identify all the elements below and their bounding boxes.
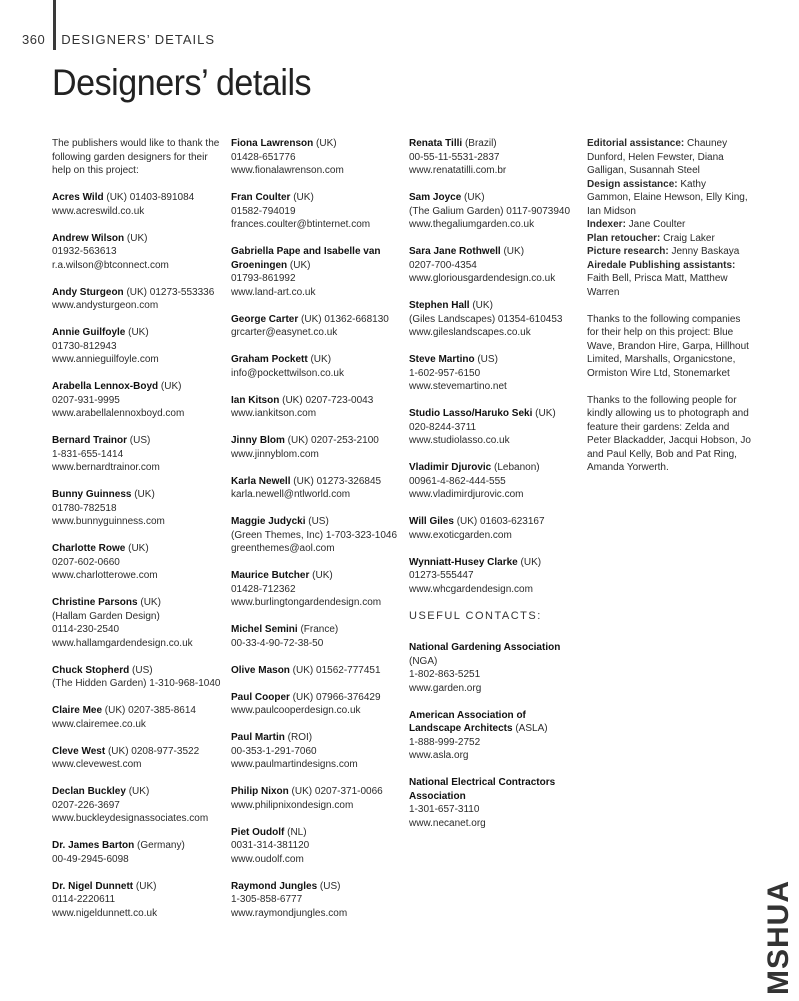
entry-detail: karla.newell@ntlworld.com — [231, 489, 351, 500]
entry-detail: 0207-700-4354 — [409, 259, 477, 271]
entry-detail: 0031-314-381120 — [231, 840, 310, 851]
entry-name: Claire Mee — [52, 705, 103, 716]
entry-detail: 00961-4-862-444-555 — [409, 475, 506, 487]
entry-detail: greenthemes@aol.com — [231, 543, 335, 554]
entry-name: Cleve West — [52, 745, 106, 757]
designer-entry — [231, 475, 401, 502]
entry-name: American Association of Landscape Architects — [409, 709, 526, 734]
designer-list-3 — [409, 137, 579, 596]
entry-name: Maggie Judycki — [231, 516, 306, 527]
entry-name: Bernard Trainor — [52, 435, 128, 446]
entry-meta: (UK) — [290, 192, 314, 203]
entry-meta: (Germany) — [134, 840, 185, 851]
credit-line — [587, 137, 752, 178]
entry-detail: 1-831-655-1414 — [52, 448, 124, 460]
entry-detail: (Giles Landscapes) 01354-610453 — [409, 313, 563, 325]
designer-entry — [52, 434, 222, 475]
column-2 — [231, 137, 401, 934]
entry-meta: (UK) 0207-371-0066 — [288, 786, 383, 797]
entry-detail: 0207-226-3697 — [52, 799, 120, 811]
entry-detail: 01582-794019 — [231, 205, 296, 217]
entry-detail: 0114-2220611 — [52, 894, 116, 905]
credit-label: Design assistance: — [587, 178, 678, 190]
designer-entry — [231, 515, 401, 556]
entry-detail: www.clevewest.com — [52, 759, 142, 770]
entry-name: Renata Tilli — [409, 138, 463, 149]
designer-entry — [409, 515, 579, 542]
entry-detail: (Hallam Garden Design) — [52, 610, 160, 622]
credit-label: Plan retoucher: — [587, 232, 661, 244]
credit-line — [587, 218, 752, 232]
entry-meta: (UK) 01273-553336 — [123, 286, 215, 298]
entry-detail: www.annieguilfoyle.com — [52, 354, 159, 365]
entry-detail: grcarter@easynet.co.uk — [231, 327, 338, 338]
entry-detail: www.paulcooperdesign.co.uk — [231, 705, 361, 716]
entry-name: Christine Parsons — [52, 597, 138, 608]
entry-detail: 0207-602-0660 — [52, 556, 120, 568]
entry-name: Annie Guilfoyle — [52, 327, 126, 338]
entry-meta: (UK) 01273-326845 — [290, 475, 382, 487]
entry-detail: 01730-812943 — [52, 340, 117, 352]
entry-detail: www.andysturgeon.com — [52, 300, 159, 311]
entry-meta: (Brazil) — [462, 138, 497, 149]
entry-name: Andrew Wilson — [52, 232, 125, 244]
entry-meta: (US) — [129, 664, 153, 676]
entry-name: Olive Mason — [231, 664, 290, 676]
designer-entry — [231, 245, 401, 299]
entry-detail: www.fionalawrenson.com — [231, 165, 344, 176]
entry-detail: 00-353-1-291-7060 — [231, 745, 317, 757]
entry-detail: www.paulmartindesigns.com — [231, 759, 358, 770]
designer-entry — [231, 191, 401, 232]
column-4 — [587, 137, 752, 488]
designer-entry — [52, 191, 222, 218]
entry-meta: (US) — [305, 516, 329, 527]
entry-meta: (UK) 0207-385-8614 — [102, 705, 196, 716]
designer-entry — [231, 691, 401, 718]
entry-name: Chuck Stopherd — [52, 664, 130, 676]
entry-meta: (UK) — [461, 192, 485, 203]
entry-meta: (UK) — [124, 232, 148, 244]
entry-name: Stephen Hall — [409, 300, 470, 311]
column-1 — [52, 137, 222, 934]
entry-detail: www.renatatilli.com.br — [409, 165, 507, 176]
entry-detail: 1-888-999-2752 — [409, 736, 481, 748]
designer-entry — [409, 245, 579, 286]
entry-name: Dr. Nigel Dunnett — [52, 880, 134, 892]
entry-detail: 0114-230-2540 — [52, 624, 120, 635]
entry-detail: 01793-861992 — [231, 273, 296, 284]
credits-block — [587, 137, 752, 299]
entry-detail: www.garden.org — [409, 682, 482, 694]
entry-detail: 01273-555447 — [409, 570, 474, 581]
designer-entry — [231, 569, 401, 610]
entry-detail: r.a.wilson@btconnect.com — [52, 259, 169, 271]
entry-name: Dr. James Barton — [52, 840, 135, 851]
entry-detail: 1-305-858-6777 — [231, 894, 303, 905]
column-3 — [409, 137, 579, 844]
entry-name: Gabriella Pape and Isabelle van Groeningen — [231, 246, 381, 271]
designer-entry — [231, 664, 401, 678]
entry-meta: (UK) 01362-668130 — [298, 313, 389, 325]
entry-meta: (US) — [317, 880, 341, 892]
entry-name: Graham Pockett — [231, 354, 308, 365]
thanks-people: Thanks to the following people for kindly allowing us to photograph and feature their gardens: Zelda and Peter Blackadder, Jacqui Hobson, Jo and Paul Kelly, Bob and Pat Ring, Amanda Yorwerth. — [587, 394, 751, 473]
entry-name: Sara Jane Rothwell — [409, 246, 501, 257]
entry-meta: (UK) — [287, 259, 311, 271]
designer-entry — [231, 623, 401, 650]
designer-entry — [409, 709, 579, 763]
designer-entry — [52, 880, 222, 921]
entry-meta: (France) — [297, 624, 339, 635]
entry-name: Philip Nixon — [231, 786, 289, 797]
entry-detail: 00-49-2945-6098 — [52, 853, 129, 865]
entry-detail: www.clairemee.co.uk — [52, 718, 146, 730]
entry-meta: (UK) — [500, 246, 525, 257]
entry-name: Charlotte Rowe — [52, 543, 126, 554]
entry-name: Steve Martino — [409, 354, 475, 365]
entry-name: Raymond Jungles — [231, 880, 318, 892]
entry-detail: www.bernardtrainor.com — [52, 462, 160, 473]
entry-detail: www.exoticgarden.com — [409, 529, 512, 541]
entry-detail: www.charlotterowe.com — [52, 570, 158, 581]
designer-entry — [52, 745, 222, 772]
entry-detail: www.nigeldunnett.co.uk — [52, 907, 158, 919]
entry-name: Declan Buckley — [52, 786, 126, 797]
entry-meta: (UK) — [131, 489, 155, 500]
designer-entry — [409, 353, 579, 394]
designer-entry — [409, 191, 579, 232]
credit-label: Airedale Publishing assistants: — [587, 259, 736, 271]
entry-meta: (US) — [127, 435, 151, 446]
designer-entry — [231, 826, 401, 867]
entry-name: Vladimir Djurovic — [409, 462, 492, 473]
entry-detail: 020-8244-3711 — [409, 421, 477, 433]
designer-entry — [231, 353, 401, 380]
credit-line — [587, 178, 752, 219]
designer-entry — [52, 704, 222, 731]
entry-name: Paul Cooper — [231, 691, 290, 703]
designer-entry — [231, 731, 401, 772]
designer-entry — [231, 880, 401, 921]
entry-detail: frances.coulter@btinternet.com — [231, 219, 371, 230]
entry-detail: www.land-art.co.uk — [231, 286, 316, 298]
designer-entry — [409, 556, 579, 597]
entry-detail: www.necanet.org — [409, 817, 486, 829]
designer-entry — [52, 286, 222, 313]
entry-name: Ian Kitson — [231, 394, 280, 406]
entry-detail: www.asla.org — [409, 750, 469, 761]
entry-detail: 1-802-863-5251 — [409, 669, 481, 680]
designer-entry — [409, 407, 579, 448]
credit-value: Kathy Gammon, Elaine Hewson, Elly King, Ian Midson — [587, 178, 748, 217]
entry-meta: (NL) — [284, 826, 307, 838]
entry-detail: www.acreswild.co.uk — [52, 205, 145, 217]
entry-meta: (UK) — [125, 543, 149, 554]
entry-meta: (UK) — [313, 138, 337, 149]
designer-entry — [52, 232, 222, 273]
designer-entry — [231, 434, 401, 461]
entry-meta: (NGA) — [409, 655, 438, 667]
watermark-stamp: MSHUA — [762, 880, 795, 995]
entry-detail: www.buckleydesignassociates.com — [52, 813, 209, 824]
entry-detail: www.oudolf.com — [231, 853, 304, 865]
entry-detail: info@pockettwilson.co.uk — [231, 367, 344, 379]
entry-name: George Carter — [231, 313, 299, 325]
designer-entry — [52, 542, 222, 583]
entry-detail: www.burlingtongardendesign.com — [231, 597, 382, 608]
credit-line — [587, 245, 752, 259]
designer-entry — [409, 641, 579, 695]
entry-name: Piet Oudolf — [231, 826, 285, 838]
entry-detail: (The Galium Garden) 0117-9073940 — [409, 205, 571, 217]
entry-meta: (UK) 0208-977-3522 — [105, 745, 200, 757]
entry-name: Bunny Guinness — [52, 489, 132, 500]
credit-label: Editorial assistance: — [587, 138, 685, 149]
entry-name: Studio Lasso/Haruko Seki — [409, 408, 533, 419]
entry-meta: (UK) 07966-376429 — [289, 691, 381, 703]
entry-meta: (ROI) — [284, 732, 313, 743]
designer-entry — [409, 776, 579, 830]
entry-meta: (UK) — [158, 381, 182, 392]
entry-detail: www.vladimirdjurovic.com — [409, 489, 524, 500]
entry-meta: (US) — [474, 354, 498, 365]
credit-value: Craig Laker — [660, 232, 715, 244]
designer-entry — [231, 785, 401, 812]
entry-meta: (UK) — [137, 597, 161, 608]
entry-meta: (UK) — [517, 556, 542, 568]
entry-detail: www.gileslandscapes.co.uk — [409, 327, 531, 338]
credit-label: Picture research: — [587, 246, 669, 257]
entry-meta: (UK) — [125, 327, 149, 338]
entry-detail: (The Hidden Garden) 1-310-968-1040 — [52, 678, 221, 689]
entry-detail: 01780-782518 — [52, 502, 117, 514]
entry-detail: www.studiolasso.co.uk — [409, 435, 510, 446]
entry-meta: (UK) 01562-777451 — [289, 664, 381, 676]
entry-detail: www.gloriousgardendesign.co.uk — [409, 273, 556, 284]
entry-detail: 1-602-957-6150 — [409, 367, 481, 379]
entry-name: National Gardening Association — [409, 642, 561, 653]
entry-meta: (ASLA) — [512, 723, 548, 734]
entry-name: Karla Newell — [231, 475, 291, 487]
page-number: 360 — [22, 32, 46, 47]
entry-detail: www.stevemartino.net — [409, 381, 507, 392]
entry-meta: (UK) — [125, 786, 150, 797]
entry-name: Fran Coulter — [231, 192, 291, 203]
useful-contacts-heading: USEFUL CONTACTS: — [409, 609, 542, 622]
designer-entry — [231, 394, 401, 421]
entry-meta: (Lebanon) — [491, 462, 540, 473]
entry-detail: www.thegaliumgarden.co.uk — [409, 219, 535, 230]
designer-entry — [52, 380, 222, 421]
designer-entry — [231, 137, 401, 178]
credit-value: Jenny Baskaya — [668, 246, 740, 257]
designer-entry — [52, 664, 222, 691]
designer-entry — [52, 839, 222, 866]
entry-meta: (UK) 01603-623167 — [453, 516, 545, 527]
entry-detail: 01428-712362 — [231, 583, 296, 595]
designer-entry — [52, 785, 222, 826]
entry-detail: www.arabellalennoxboyd.com — [52, 408, 185, 419]
credit-value: Chauney Dunford, Helen Fewster, Diana Galligan, Susannah Steel — [587, 138, 728, 176]
entry-detail: 0207-931-9995 — [52, 394, 120, 406]
entry-detail: www.philipnixondesign.com — [231, 799, 354, 811]
entry-detail: www.hallamgardendesign.co.uk — [52, 637, 193, 649]
entry-name: Fiona Lawrenson — [231, 138, 314, 149]
entry-detail: www.iankitson.com — [231, 408, 317, 419]
designer-entry — [52, 326, 222, 367]
credit-value: Faith Bell, Prisca Matt, Matthew Warren — [587, 273, 728, 298]
entry-name: Will Giles — [409, 516, 454, 527]
entry-detail: www.raymondjungles.com — [231, 907, 348, 919]
running-header — [22, 32, 215, 47]
credit-value: Jane Coulter — [625, 219, 686, 230]
designer-list-1 — [52, 191, 222, 920]
designer-entry — [52, 488, 222, 529]
useful-contacts-list — [409, 641, 579, 830]
entry-name: Michel Semini — [231, 624, 298, 635]
entry-meta: (UK) 0207-723-0043 — [279, 394, 374, 406]
entry-name: Acres Wild — [52, 192, 104, 203]
entry-detail: 01932-563613 — [52, 246, 117, 257]
entry-name: Paul Martin — [231, 732, 285, 743]
entry-name: Sam Joyce — [409, 192, 462, 203]
entry-detail: (Green Themes, Inc) 1-703-323-1046 — [231, 529, 398, 541]
entry-name: National Electrical Contractors Association — [409, 777, 556, 802]
entry-meta: (UK) — [307, 354, 332, 365]
credit-label: Indexer: — [587, 219, 626, 230]
entry-meta: (UK) — [309, 570, 333, 581]
entry-detail: 00-55-11-5531-2837 — [409, 151, 500, 163]
entry-meta: (UK) 01403-891084 — [103, 192, 195, 203]
entry-detail: 00-33-4-90-72-38-50 — [231, 637, 324, 649]
entry-detail: 1-301-657-3110 — [409, 804, 480, 815]
designer-entry — [409, 461, 579, 502]
entry-name: Andy Sturgeon — [52, 286, 124, 298]
designer-entry — [409, 299, 579, 340]
entry-name: Wynniatt-Husey Clarke — [409, 556, 518, 568]
credit-line — [587, 232, 752, 246]
entry-detail: www.jinnyblom.com — [231, 448, 319, 460]
credit-line — [587, 259, 752, 300]
designer-entry — [52, 596, 222, 650]
entry-detail: www.whcgardendesign.com — [409, 583, 533, 595]
thanks-companies: Thanks to the following companies for their help on this project: Blue Wave, Brandon Hire, Garpa, Hillhout Limited, Marshalls, Organicstone, Ormiston Wire Ltd, Stonemarket — [587, 313, 749, 379]
entry-meta: (UK) 0207-253-2100 — [284, 435, 379, 446]
intro-text: The publishers would like to thank the following garden designers for their help on this project: — [52, 138, 220, 176]
entry-name: Maurice Butcher — [231, 570, 310, 581]
entry-detail: www.bunnyguinness.com — [52, 516, 165, 527]
entry-detail: 01428-651776 — [231, 151, 296, 163]
designer-entry — [409, 137, 579, 178]
section-title: DESIGNERS’ DETAILS — [61, 32, 216, 47]
entry-meta: (UK) — [133, 880, 157, 892]
entry-name: Jinny Blom — [231, 435, 285, 446]
designer-entry — [231, 313, 401, 340]
entry-meta: (UK) — [469, 300, 493, 311]
page-title: Designers’ details — [52, 62, 312, 103]
entry-name: Arabella Lennox-Boyd — [52, 381, 159, 392]
designer-list-2 — [231, 137, 401, 920]
entry-meta: (UK) — [532, 408, 556, 419]
